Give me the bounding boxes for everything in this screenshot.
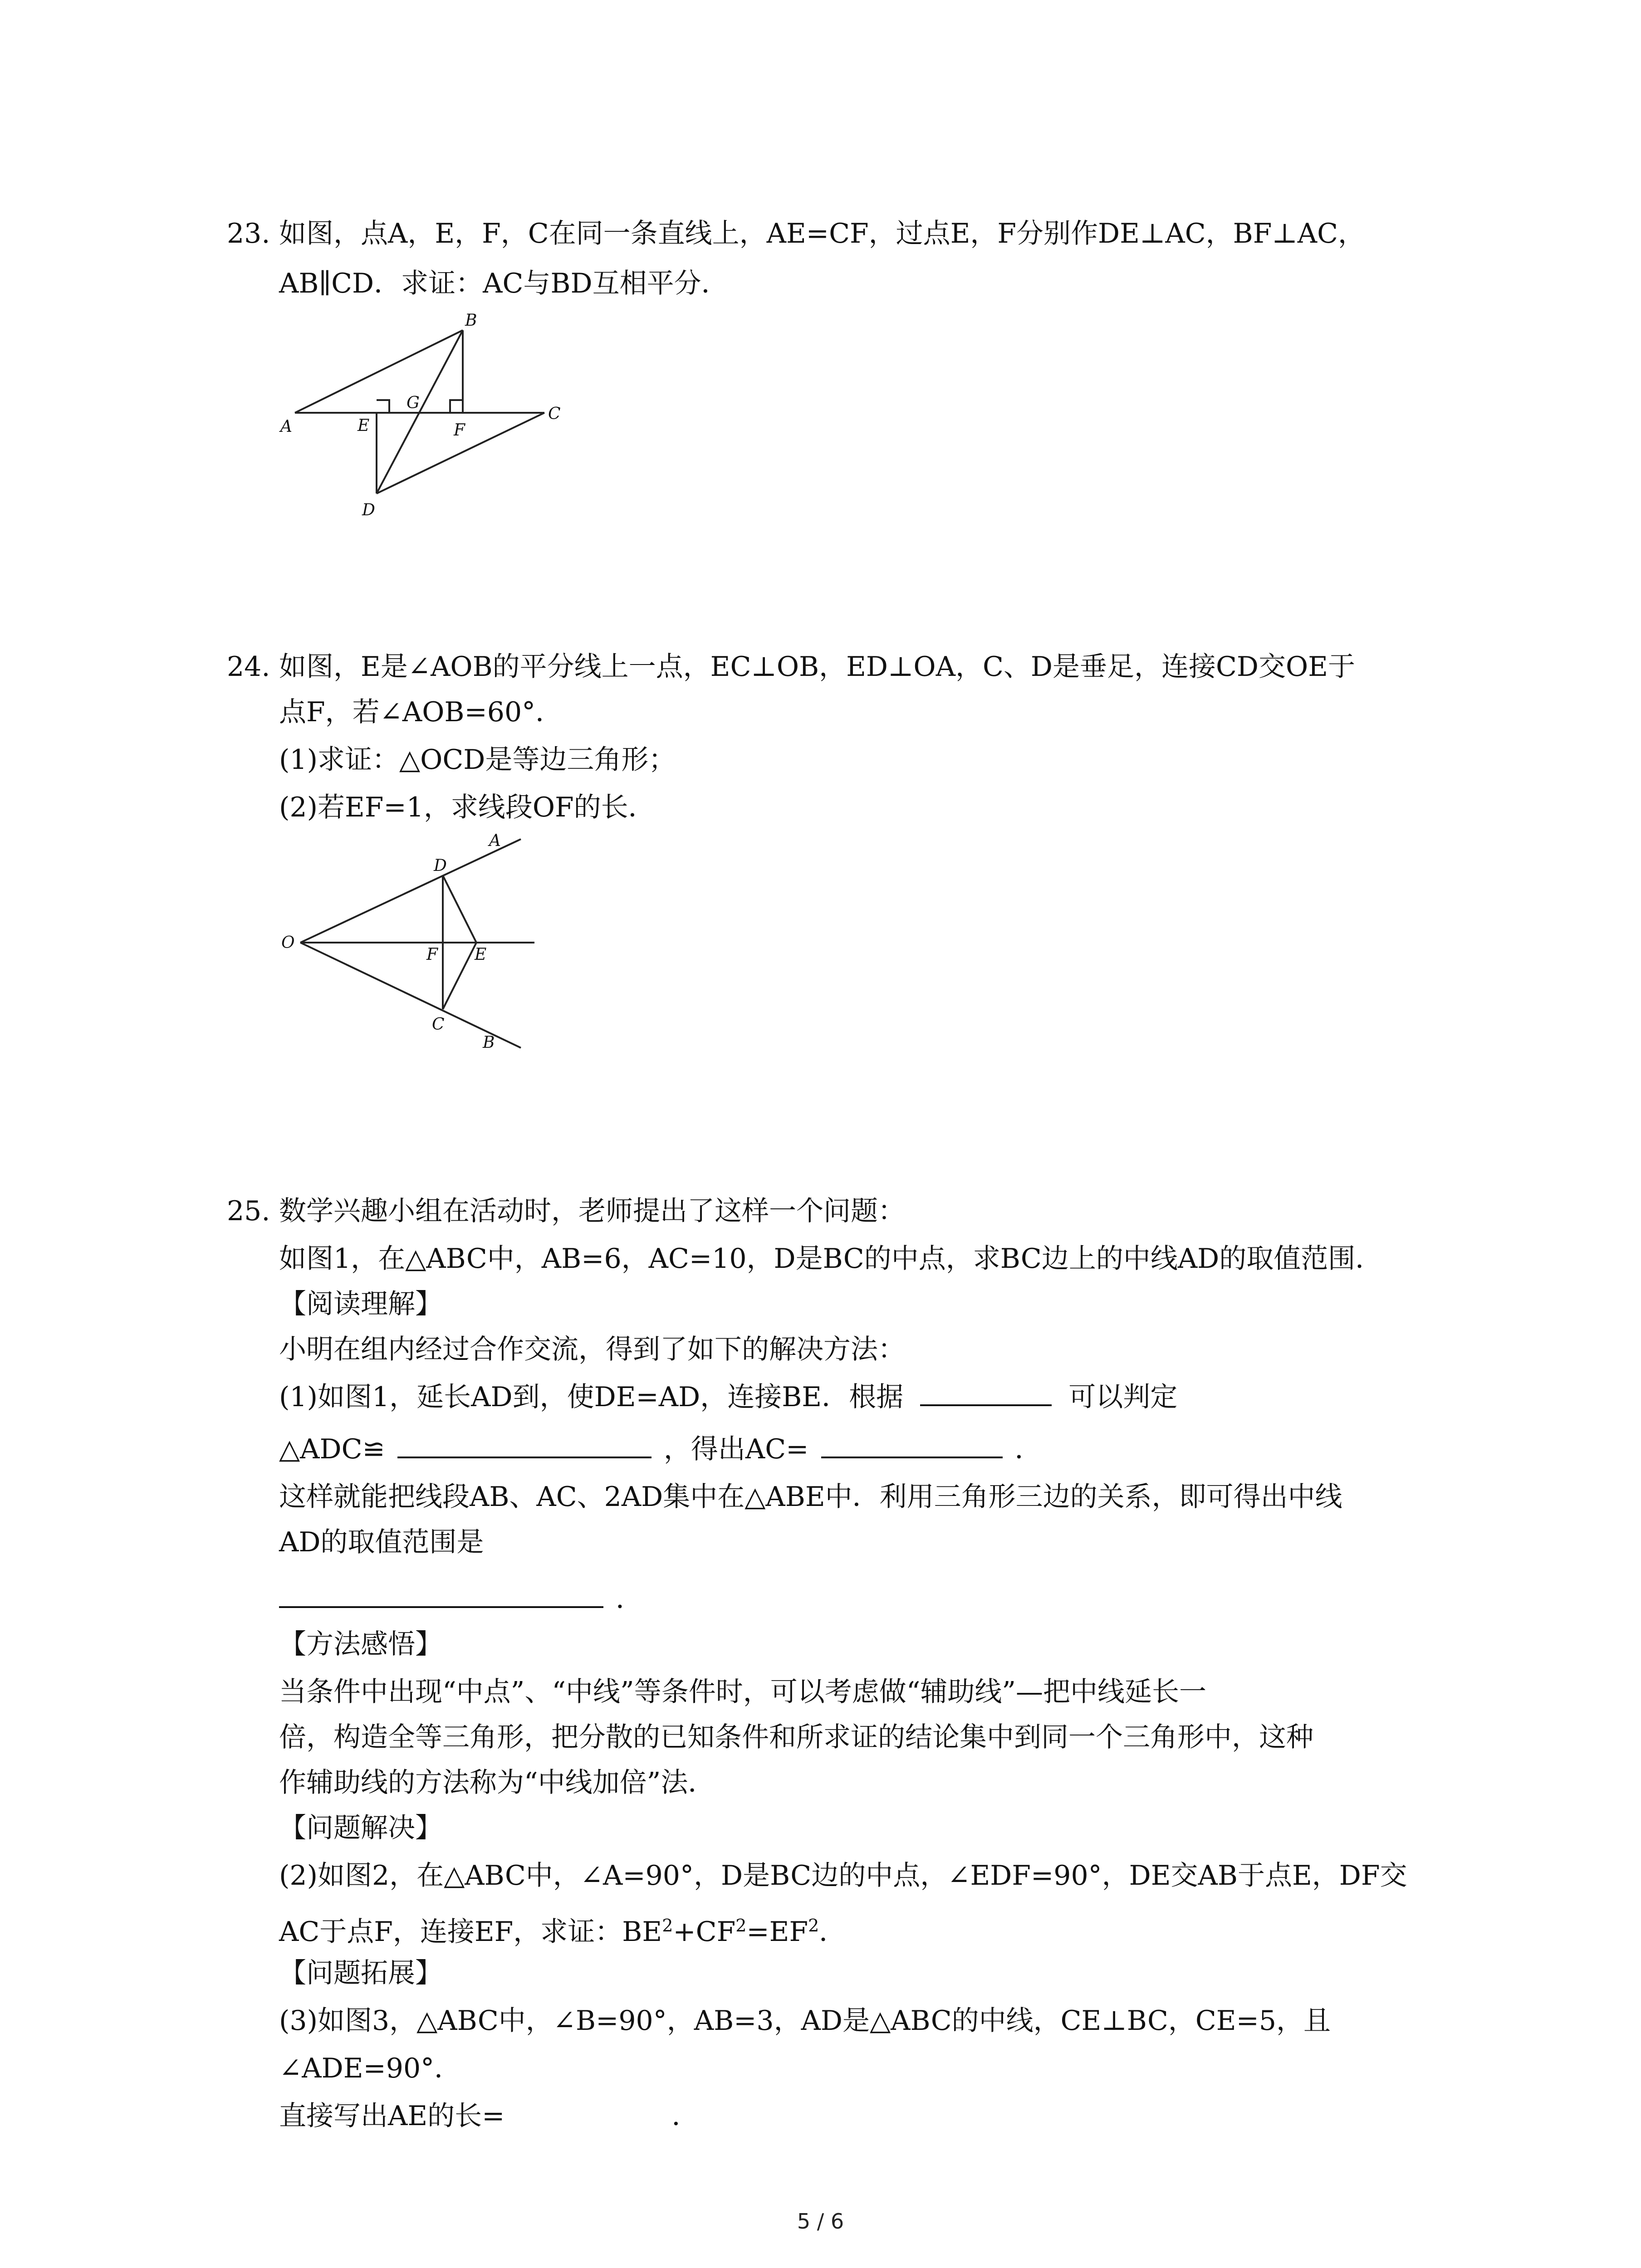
q25-line13-part-a: AC于点F，连接EF，求证：BE (279, 1916, 662, 1948)
q25-blank-congruent[interactable] (397, 1431, 652, 1458)
q24-number: 24. (227, 651, 270, 683)
q23-label-g: G (407, 394, 420, 412)
q25-blank-ac[interactable] (821, 1431, 1003, 1458)
q25-text-line2: 如图1，在△ABC中，AB=6，AC=10，D是BC的中点，求BC边上的中线AD的取值范围． (279, 1243, 1383, 1275)
q25-line16-start: 直接写出AE的长= (279, 2100, 505, 2132)
q24-label-e: E (475, 945, 487, 964)
q25-line13-part-d: ． (819, 1916, 847, 1948)
q25-heading-extend: 【问题拓展】 (279, 1957, 442, 1989)
q25-text-line9: 当条件中出现“中点”、“中线”等条件时，可以考虑做“辅助线”—把中线延长一 (279, 1676, 1207, 1708)
q25-text-line11: 作辅助线的方法称为“中线加倍”法． (279, 1767, 715, 1799)
q25-line8-end: ． (616, 1583, 643, 1615)
q24-text-line2: 点F，若∠AOB=60°． (279, 696, 563, 728)
q25-line5-mid: ，得出AC= (663, 1433, 809, 1465)
q24-label-c: C (432, 1015, 445, 1034)
q25-text-line4 (279, 1379, 1177, 1415)
q23-label-a: A (280, 417, 292, 436)
page-number: 5 / 6 (797, 2209, 844, 2234)
q25-line4-end: 可以判定 (1068, 1381, 1178, 1413)
q25-text-line15: ∠ADE=90°． (279, 2053, 462, 2084)
q25-text-line6: 这样就能把线段AB、AC、2AD集中在△ABE中．利用三角形三边的关系，即可得出中线 (279, 1481, 1342, 1513)
q25-line16-end: ． (671, 2100, 699, 2132)
q25-heading-solve: 【问题解决】 (279, 1812, 442, 1844)
q24-text-line4: (2)若EF=1，求线段OF的长． (279, 792, 656, 823)
q24-label-d: D (434, 856, 447, 875)
q25-superscript-2: 2 (735, 1916, 747, 1936)
q25-line4-start: (1)如图1，延长AD到，使DE=AD，连接BE．根据 (279, 1381, 904, 1413)
q23-text-line2: AB∥CD．求证：AC与BD互相平分． (279, 268, 729, 299)
q23-label-e: E (358, 416, 370, 435)
q23-label-d: D (362, 501, 375, 519)
q25-line5-end: ． (1014, 1433, 1042, 1465)
q25-line13-part-c: =EF (746, 1916, 808, 1948)
q23-label-b: B (465, 311, 477, 330)
q23-number: 23. (227, 218, 270, 249)
q25-text-line13 (279, 1907, 846, 1950)
q25-superscript-3: 2 (808, 1916, 819, 1936)
q23-text-line1: 如图，点A，E，F，C在同一条直线上，AE=CF，过点E，F分别作DE⊥AC，BF⊥AC， (279, 218, 1365, 249)
q25-text-line16 (279, 2098, 699, 2134)
q25-number: 25. (227, 1195, 270, 1227)
q25-blank-range[interactable] (279, 1581, 603, 1608)
q25-line13-part-b: +CF (673, 1916, 736, 1948)
q24-figure (272, 826, 544, 1061)
q25-text-line12: (2)如图2，在△ABC中，∠A=90°，D是BC边的中点，∠EDF=90°，DE交AB于点E，DF交 (279, 1860, 1407, 1892)
q25-text-line3: 小明在组内经过合作交流，得到了如下的解决方法： (279, 1334, 905, 1365)
q23-label-c: C (548, 405, 561, 423)
q25-text-line14: (3)如图3，△ABC中，∠B=90°，AB=3，AD是△ABC的中线，CE⊥BC，CE=5，且 (279, 2005, 1331, 2037)
q23-figure (272, 304, 572, 522)
q25-text-line5 (279, 1431, 1042, 1467)
q25-heading-read: 【阅读理解】 (279, 1288, 442, 1320)
q25-text-line1: 数学兴趣小组在活动时，老师提出了这样一个问题： (279, 1195, 905, 1227)
q25-text-line10: 倍，构造全等三角形，把分散的已知条件和所求证的结论集中到同一个三角形中，这种 (279, 1721, 1313, 1753)
q25-heading-method: 【方法感悟】 (279, 1628, 442, 1660)
q25-blank-reason[interactable] (920, 1379, 1052, 1406)
q23-label-f: F (454, 421, 465, 440)
q25-line5-start: △ADC≌ (279, 1433, 385, 1465)
q24-label-o: O (281, 934, 295, 952)
q25-superscript-1: 2 (662, 1916, 673, 1936)
q24-text-line3: (1)求证：△OCD是等边三角形； (279, 744, 676, 776)
q25-text-line8 (279, 1581, 643, 1617)
q24-label-b: B (483, 1033, 495, 1052)
q24-label-a: A (489, 831, 501, 850)
q24-text-line1: 如图，E是∠AOB的平分线上一点，EC⊥OB，ED⊥OA，C、D是垂足，连接CD交OE于 (279, 651, 1355, 683)
q25-text-line7: AD的取值范围是 (279, 1526, 484, 1558)
q24-label-f: F (426, 945, 438, 964)
